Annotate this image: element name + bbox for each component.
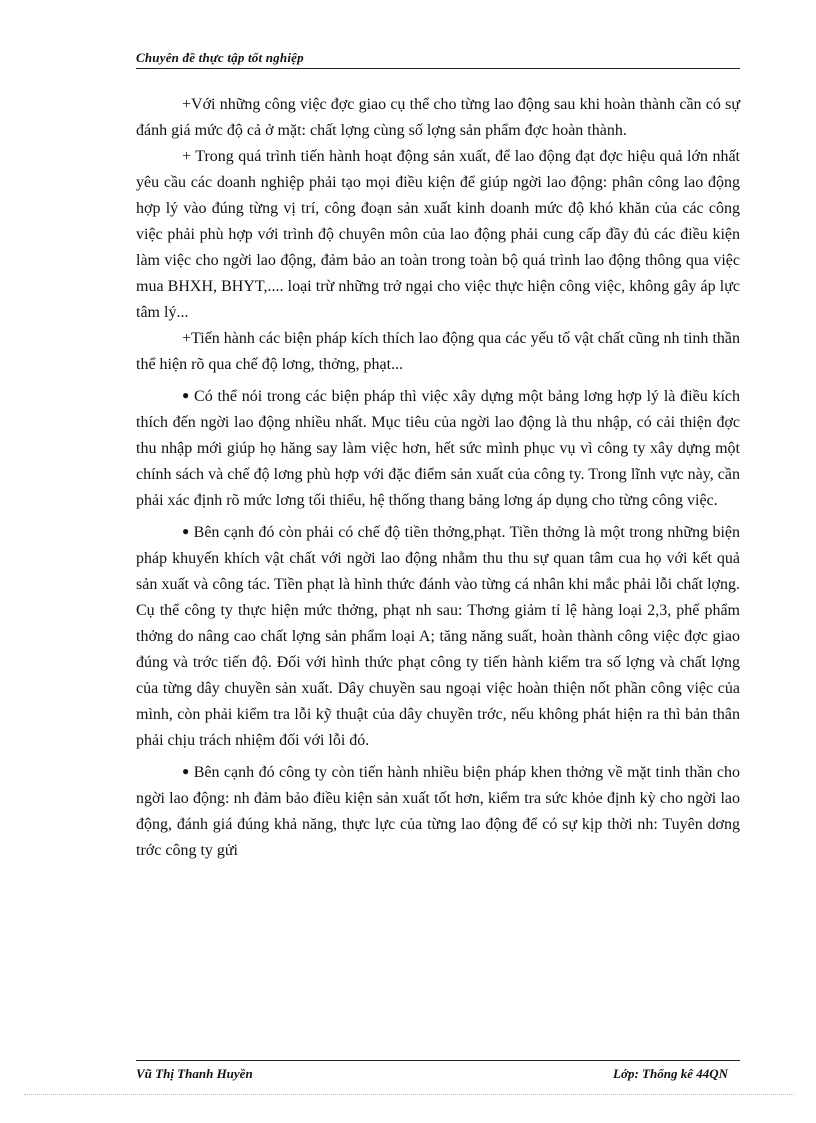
paragraph: +Với những công việc đợc giao cụ thể cho từng lao động sau khi hoàn thành cần có sự đánh giá mức độ cả ở mặt: chất lợng cùng số lợng sản phẩm đợc hoàn thành. [136,96,740,139]
page-footer [136,1060,740,1079]
footer-class: Lớp: Thống kê 44QN [613,1066,728,1081]
bullet-paragraph [136,518,740,754]
bullet-text: Có thể nói trong các biện pháp thì việc xây dựng một bảng lơng hợp lý là điều kích thích đến ngời lao động nhiều nhất. Mục tiêu của ngời lao động là thu nhập, có cải thiện đợc thu nhập mới giúp họ hăng say làm việc hơn, hết sức mình phục vụ vì công ty xây dựng một chính sách và chế độ lơng phù hợp với đặc điểm sản xuất của công ty. Trong lĩnh vực này, cần phải xác định rõ mức lơng tối thiểu, hệ thống thang bảng lơng áp dụng cho từng công việc. [136,388,741,509]
document-body [136,92,740,864]
paragraph: +Tiến hành các biện pháp kích thích lao động qua các yếu tố vật chất cũng nh tinh thần thể hiện rõ qua chế độ lơng, thởng, phạt... [136,330,740,373]
bullet-icon: ● [182,764,190,778]
paragraph: + Trong quá trình tiến hành hoạt động sản xuất, để lao động đạt đợc hiệu quả lớn nhất yêu cầu các doanh nghiệp phải tạo mọi điều kiện để giúp ngời lao động: phân công lao động hợp lý vào đúng từng vị trí, công đoạn sản xuất kinh doanh mức độ khó khăn của các công việc phải phù hợp với trình độ chuyên môn của lao động phải cung cấp đầy đủ các điều kiện làm việc cho ngời lao động, đảm bảo an toàn trong toàn bộ quá trình lao động thông qua việc mua BHXH, BHYT,.... loại trừ những trở ngại cho việc thực hiện công việc, không gây áp lực tâm lý... [136,148,740,321]
bullet-icon: ● [182,524,190,538]
bullet-paragraph [136,382,740,514]
bullet-text: Bên cạnh đó công ty còn tiến hành nhiều biện pháp khen thởng về mặt tinh thần cho ngời lao động: nh đảm bảo điều kiện sản xuất tốt hơn, kiểm tra sức khỏe định kỳ cho ngời lao động, đánh giá đúng khả năng, thực lực của từng lao động để có sự kịp thời nh: Tuyên dơng trớc công ty gửi [136,764,740,859]
page-edge-divider [24,1094,794,1095]
page-header [136,50,740,69]
header-title: Chuyên đề thực tập tốt nghiệp [136,50,304,65]
bullet-icon: ● [182,388,191,402]
footer-author: Vũ Thị Thanh Huyền [136,1066,253,1081]
bullet-paragraph [136,758,740,864]
bullet-text: Bên cạnh đó còn phải có chế độ tiền thởng,phạt. Tiền thởng là một trong những biện pháp khuyến khích vật chất với ngời lao động nhằm thu thu sự quan tâm cua họ với kết quả sản xuất và công tác. Tiền phạt là hình thức đánh vào từng cá nhân khi mắc phải lỗi chất lợng. Cụ thể công ty thực hiện mức thởng, phạt nh sau: Thơng giảm tỉ lệ hàng loại 2,3, phế phẩm thởng do nâng cao chất lợng sản phẩm loại A; tăng năng suất, hoàn thành công việc đợc giao đúng và trớc tiến độ. Đối với hình thức phạt công ty tiến hành kiểm tra số lợng và chất lợng của từng dây chuyền sản xuất. Dây chuyền sau ngoại việc hoàn thiện nốt phần công việc của mình, còn phải kiểm tra lỗi kỹ thuật của dây chuyền trớc, nếu không phát hiện ra thì bản thân phải chịu trách nhiệm đối với lỗi đó. [136,524,740,749]
